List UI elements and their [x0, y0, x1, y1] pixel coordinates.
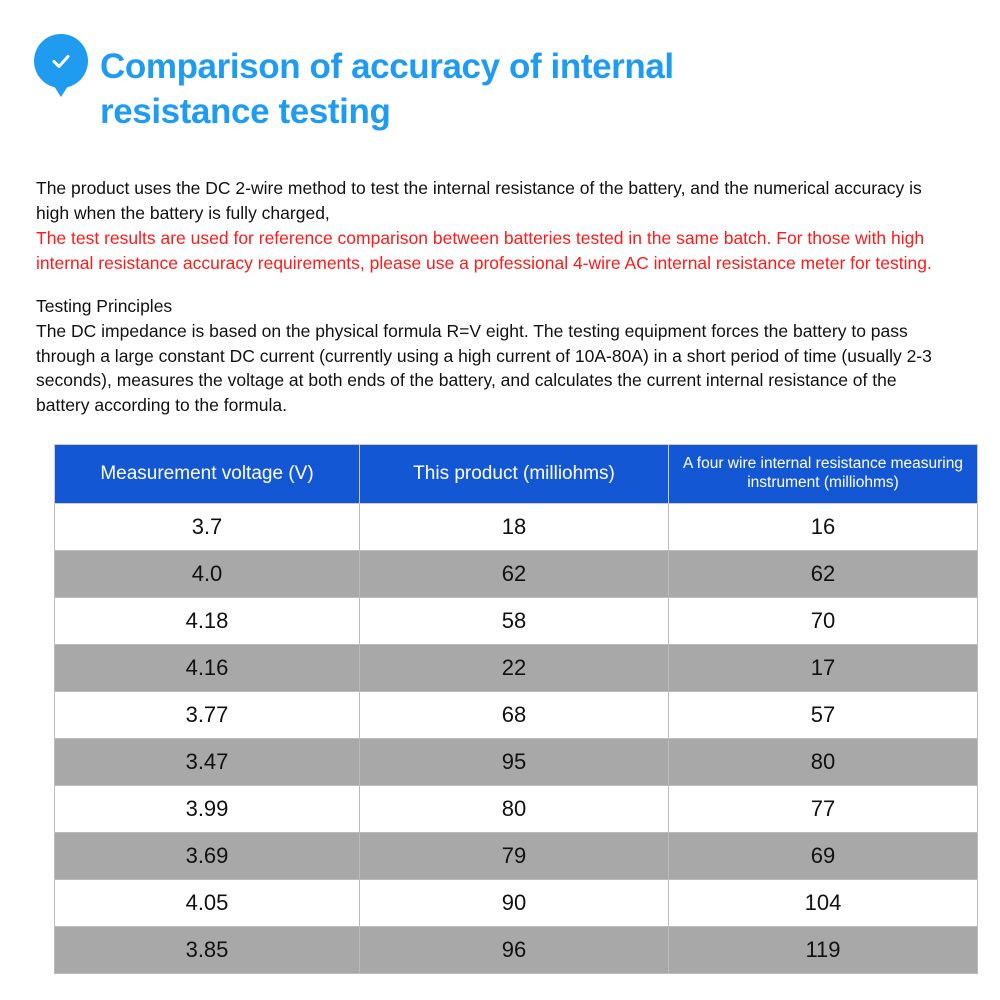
intro-paragraph: The product uses the DC 2-wire method to test the internal resistance of the battery, and the numerical accuracy is high when the battery is fully charged, — [36, 178, 922, 224]
cell-this-product: 18 — [360, 503, 669, 550]
cell-this-product: 58 — [360, 597, 669, 644]
cell-four-wire: 104 — [669, 879, 978, 926]
table-row — [55, 879, 978, 926]
table-row — [55, 926, 978, 973]
comparison-table — [54, 444, 978, 974]
cell-this-product: 95 — [360, 738, 669, 785]
table-row — [55, 738, 978, 785]
page-header — [0, 0, 1000, 158]
cell-voltage: 4.16 — [55, 644, 360, 691]
cell-this-product: 80 — [360, 785, 669, 832]
cell-this-product: 68 — [360, 691, 669, 738]
cell-four-wire: 80 — [669, 738, 978, 785]
column-header-four-wire: A four wire internal resistance measuring instrument (milliohms) — [669, 445, 978, 504]
table-header-row — [55, 445, 978, 504]
cell-voltage: 3.69 — [55, 832, 360, 879]
table-row — [55, 785, 978, 832]
cell-this-product: 22 — [360, 644, 669, 691]
cell-voltage: 3.99 — [55, 785, 360, 832]
cell-four-wire: 70 — [669, 597, 978, 644]
cell-four-wire: 17 — [669, 644, 978, 691]
cell-voltage: 4.18 — [55, 597, 360, 644]
column-header-this-product: This product (milliohms) — [360, 445, 669, 504]
cell-voltage: 3.77 — [55, 691, 360, 738]
body-content — [0, 158, 1000, 418]
cell-voltage: 3.47 — [55, 738, 360, 785]
cell-voltage: 4.0 — [55, 550, 360, 597]
badge-container — [34, 22, 100, 88]
principles-paragraph: The DC impedance is based on the physical formula R=V eight. The testing equipment forces the battery to pass through a large constant DC current (currently using a high current of 10A-80A) in a short period of time (usually 2-3 seconds), measures the voltage at both ends of the battery, and calculates the current internal resistance of the battery according to the formula. — [36, 320, 932, 416]
table-row — [55, 503, 978, 550]
cell-voltage: 3.85 — [55, 926, 360, 973]
table-row — [55, 832, 978, 879]
check-circle-pin-icon — [34, 34, 88, 88]
cell-this-product: 79 — [360, 832, 669, 879]
cell-this-product: 90 — [360, 879, 669, 926]
cell-four-wire: 119 — [669, 926, 978, 973]
column-header-voltage: Measurement voltage (V) — [55, 445, 360, 504]
table-row — [55, 691, 978, 738]
cell-four-wire: 77 — [669, 785, 978, 832]
cell-this-product: 62 — [360, 550, 669, 597]
cell-voltage: 4.05 — [55, 879, 360, 926]
cell-four-wire: 62 — [669, 550, 978, 597]
table-row — [55, 550, 978, 597]
page-title: Comparison of accuracy of internal resistance testing — [100, 47, 674, 132]
principles-heading: Testing Principles — [36, 295, 173, 316]
table-head — [55, 445, 978, 504]
cell-four-wire: 57 — [669, 691, 978, 738]
cell-four-wire: 16 — [669, 503, 978, 550]
table-body — [55, 503, 978, 973]
cell-voltage: 3.7 — [55, 503, 360, 550]
table-row — [55, 597, 978, 644]
comparison-table-wrapper — [0, 418, 1000, 974]
table-row — [55, 644, 978, 691]
warning-paragraph: The test results are used for reference comparison between batteries tested in the same batch. For those with high internal resistance accuracy requirements, please use a professional 4-wire AC internal resistance meter for testing. — [36, 228, 932, 273]
cell-four-wire: 69 — [669, 832, 978, 879]
cell-this-product: 96 — [360, 926, 669, 973]
